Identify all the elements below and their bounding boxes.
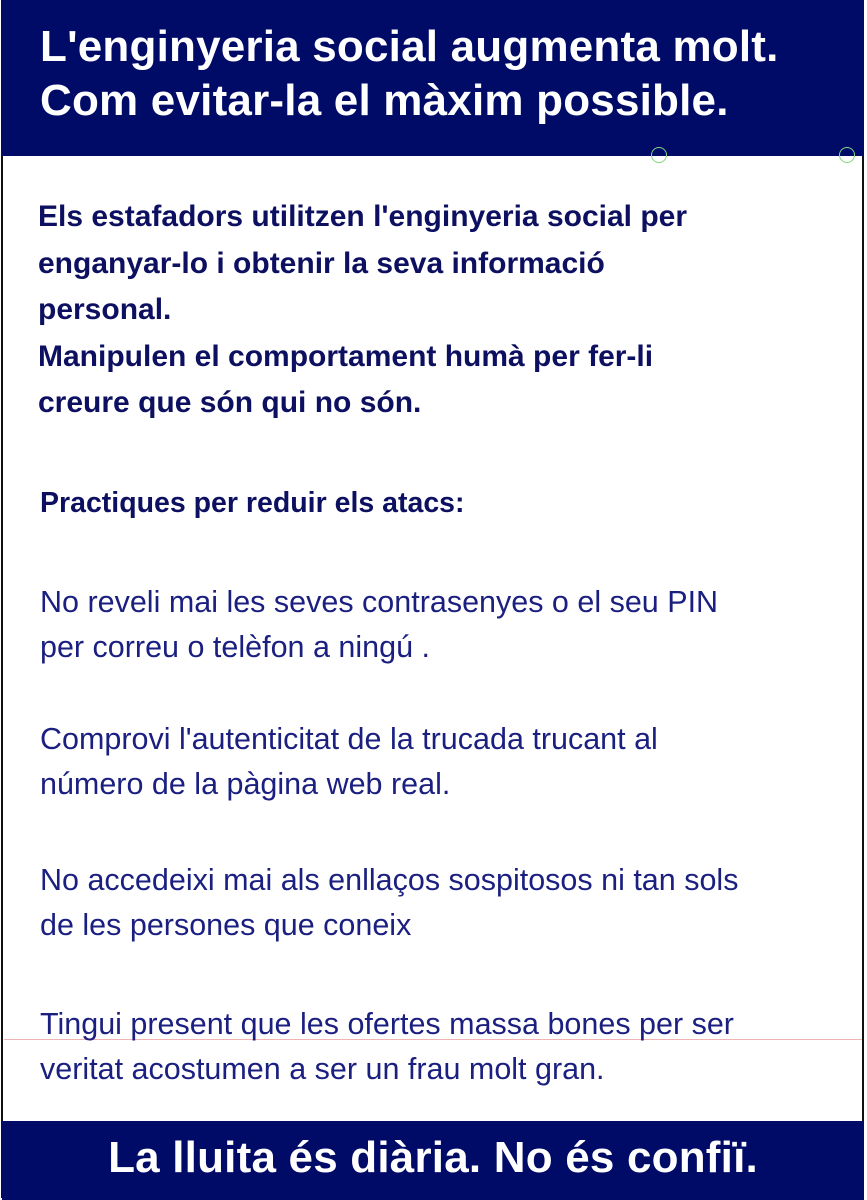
decor-circle-right — [839, 147, 855, 163]
tip-item-too-good-offers — [40, 1002, 850, 1092]
decor-circle-left — [651, 147, 667, 163]
header-title-line-2: Com evitar-la el màxim possible. — [40, 76, 729, 125]
tip-line: Comprovi l'autenticitat de la trucada trucant al — [40, 722, 658, 756]
intro-line: enganyar-lo i obtenir la seva informació — [38, 246, 605, 280]
footer-slogan: La lluita és diària. No és confiï. — [108, 1133, 758, 1182]
intro-line: creure que són qui no són. — [38, 386, 422, 419]
tip-line: de les persones que coneix — [40, 908, 412, 942]
tip-item-passwords — [40, 580, 850, 670]
tip-line: veritat acostumen a ser un frau molt gran. — [40, 1052, 605, 1086]
intro-line: personal. — [38, 293, 172, 326]
tip-line: número de la pàgina web real. — [40, 767, 451, 801]
tip-line: No reveli mai les seves contrasenyes o el seu PIN — [40, 585, 719, 619]
tip-line: Tingui present que les ofertes massa bones per ser — [40, 1007, 734, 1041]
intro-line: Els estafadors utilitzen l'enginyeria social per — [38, 200, 688, 233]
practices-heading: Practiques per reduir els atacs: — [40, 487, 465, 519]
intro-paragraph — [38, 194, 838, 427]
header-banner — [2, 0, 864, 156]
header-title-line-1: L'enginyeria social augmenta molt. — [40, 22, 779, 71]
intro-line: Manipulen el comportament humà per fer-li — [38, 339, 654, 373]
tip-line: No accedeixi mai als enllaços sospitosos ni tan sols — [40, 863, 739, 897]
tip-item-verify-call — [40, 717, 850, 807]
tip-item-suspicious-links — [40, 858, 850, 948]
tip-line: per correu o telèfon a ningú . — [40, 630, 430, 664]
footer-banner — [2, 1121, 864, 1200]
